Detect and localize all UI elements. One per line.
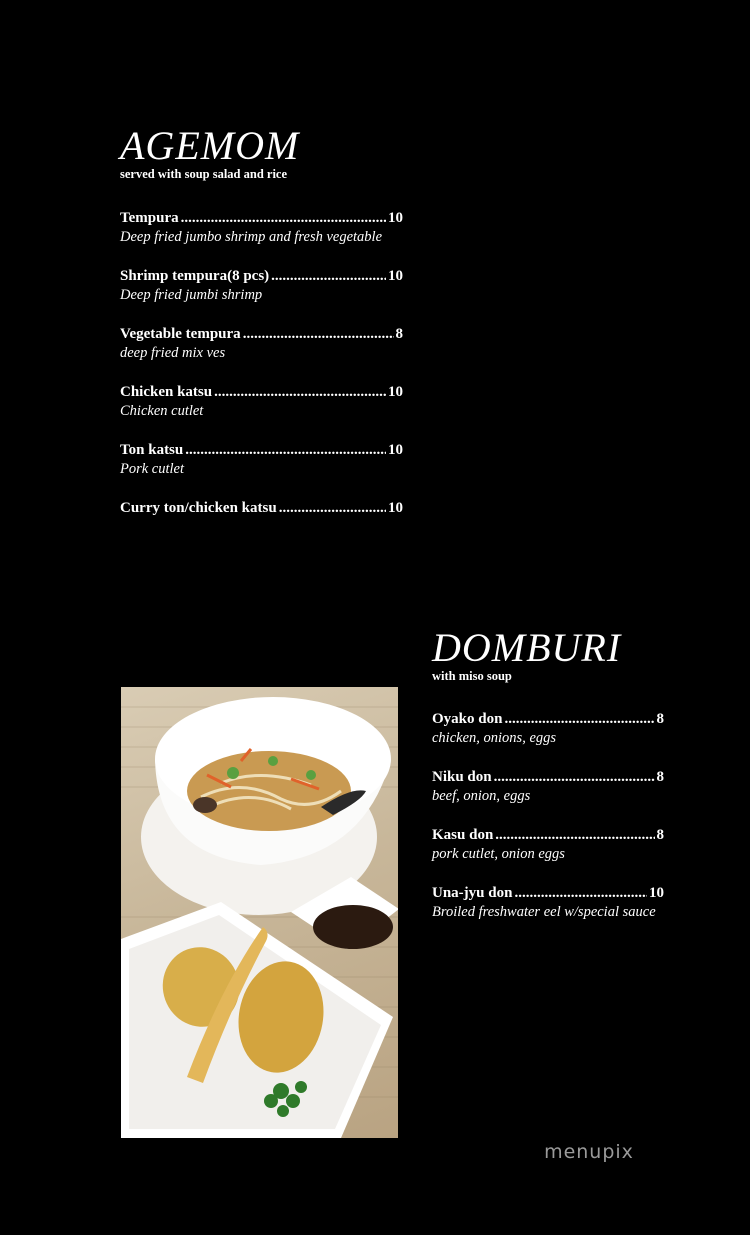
menu-item	[432, 769, 664, 805]
item-name: Curry ton/chicken katsu	[120, 500, 277, 516]
item-description: pork cutlet, onion eggs	[432, 846, 565, 862]
item-price: 10	[649, 885, 664, 901]
item-price: 10	[388, 210, 403, 226]
menu-item	[432, 827, 664, 863]
item-price: 8	[656, 827, 664, 843]
item-price: 10	[388, 442, 403, 458]
menu-item	[120, 210, 403, 246]
item-name: Chicken katsu	[120, 384, 213, 400]
menu-item	[120, 500, 403, 517]
domburi-section	[432, 625, 664, 943]
item-price: 10	[388, 500, 403, 516]
menu-item	[432, 885, 664, 921]
menu-list	[120, 210, 403, 517]
item-price: 8	[656, 769, 664, 785]
menu-item	[120, 442, 403, 478]
item-description: deep fried mix ves	[120, 345, 226, 361]
item-description: Deep fried jumbo shrimp and fresh vegetable	[120, 229, 383, 245]
item-name: Una-jyu don	[432, 885, 513, 901]
item-name: Tempura	[120, 210, 179, 226]
udon-tempura-image	[121, 687, 398, 1138]
item-description: beef, onion, eggs	[432, 788, 531, 804]
section-title: AGEMOM	[120, 123, 300, 168]
menupix-watermark: menupix	[544, 1141, 634, 1163]
item-description: Chicken cutlet	[120, 403, 204, 419]
item-price: 8	[656, 711, 664, 727]
item-description: Deep fried jumbi shrimp	[120, 287, 263, 303]
item-name: Vegetable tempura	[120, 326, 241, 342]
section-subtitle: served with soup salad and rice	[120, 167, 288, 181]
menu-list	[432, 711, 664, 921]
item-price: 8	[395, 326, 403, 342]
item-description: Broiled freshwater eel w/special sauce	[432, 904, 656, 920]
section-title: DOMBURI	[432, 625, 622, 670]
menu-item	[120, 326, 403, 362]
item-price: 10	[388, 268, 403, 284]
item-name: Oyako don	[432, 711, 503, 727]
item-name: Niku don	[432, 769, 492, 785]
item-description: chicken, onions, eggs	[432, 730, 557, 746]
menu-item	[432, 711, 664, 747]
menu-item	[120, 268, 403, 304]
item-name: Kasu don	[432, 827, 494, 843]
section-subtitle: with miso soup	[432, 669, 512, 683]
item-description: Pork cutlet	[120, 461, 185, 477]
item-name: Shrimp tempura(8 pcs)	[120, 268, 270, 284]
food-photo	[121, 687, 398, 1138]
menu-item	[120, 384, 403, 420]
item-price: 10	[388, 384, 403, 400]
agemom-section	[120, 123, 403, 539]
item-name: Ton katsu	[120, 442, 184, 458]
